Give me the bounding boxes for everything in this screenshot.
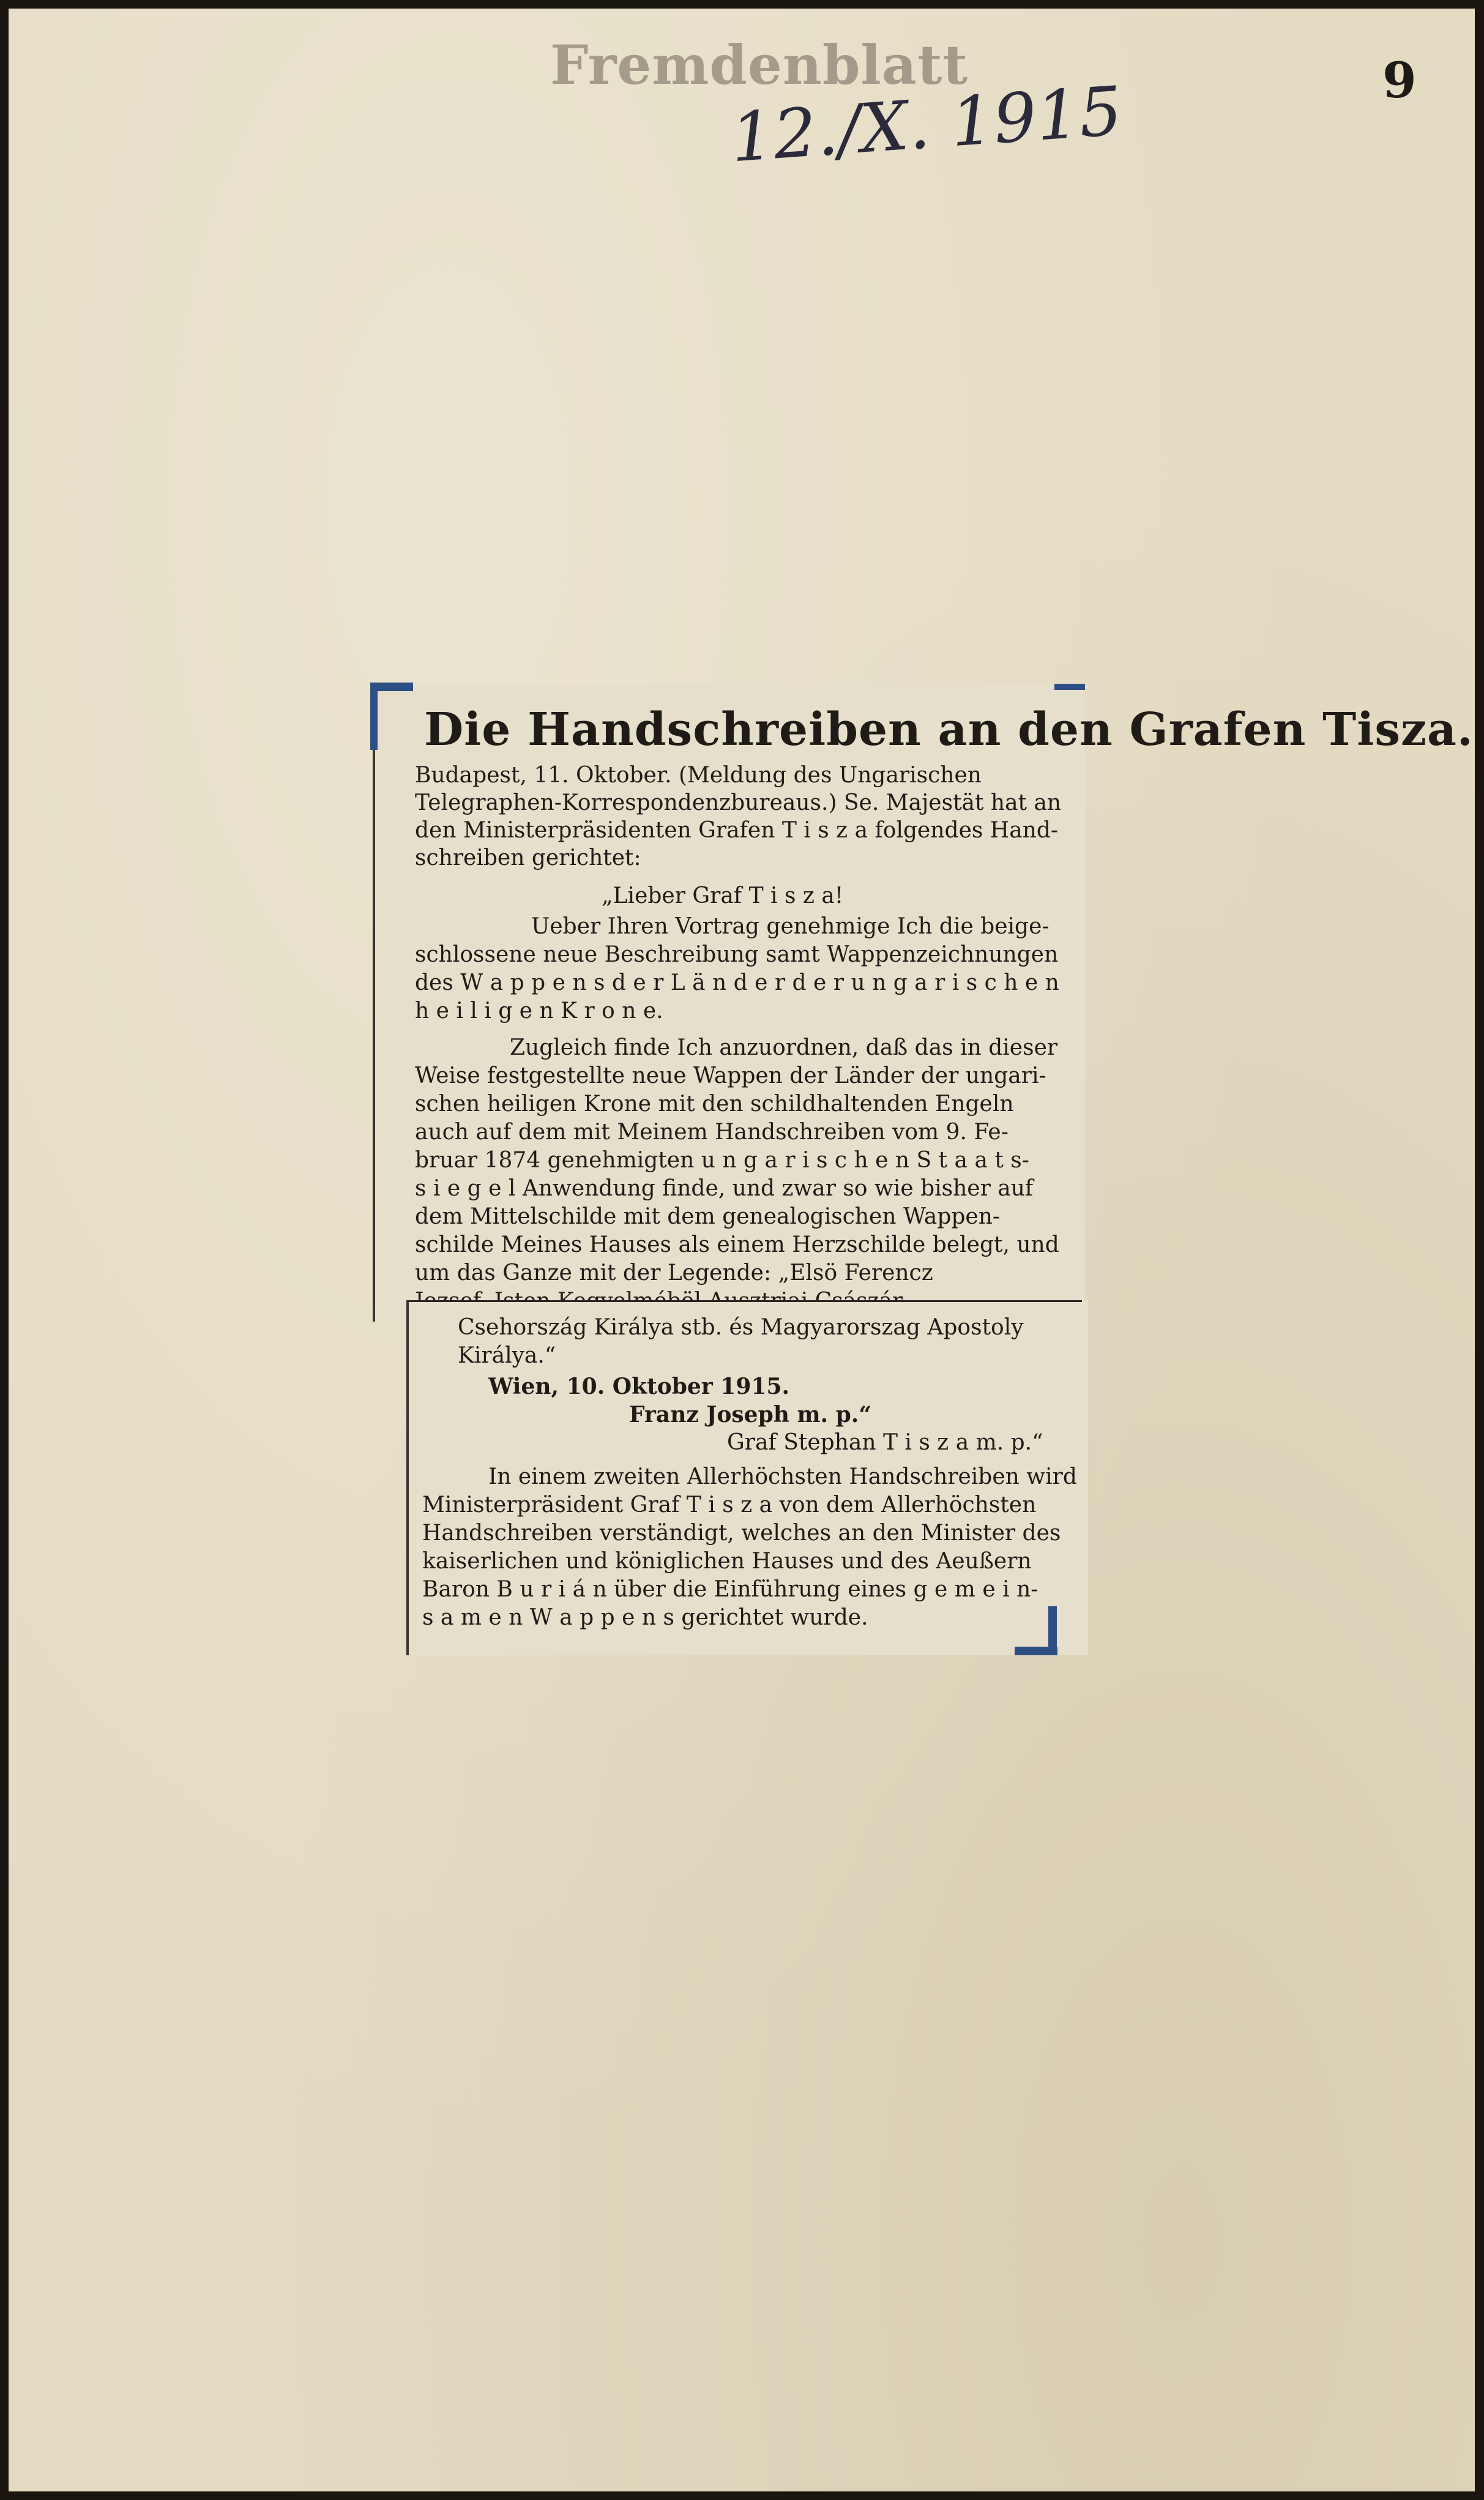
- archive-stamp: Fremdenblatt: [550, 33, 969, 97]
- article-line: den Ministerpräsidenten Grafen T i s z a folgendes Hand-: [415, 818, 1059, 843]
- article-line: um das Ganze mit der Legende: „Elsö Ferencz: [415, 1260, 933, 1286]
- article-line: schilde Meines Hauses als einem Herzschilde belegt, und: [415, 1232, 1059, 1257]
- article-line: schreiben gerichtet:: [415, 845, 641, 870]
- article-line: s i e g e l Anwendung finde, und zwar so wie bisher auf: [415, 1176, 1034, 1201]
- tape-corner-top-right: [1054, 684, 1085, 690]
- tape-corner-bottom: [1015, 1647, 1057, 1655]
- handwritten-date: 12./X. 1915: [728, 71, 1125, 178]
- article-line: auch auf dem mit Meinem Handschreiben vom 9. Fe-: [415, 1120, 1009, 1145]
- newspaper-clipping-part1: [373, 685, 1474, 1322]
- article-line: Ministerpräsident Graf T i s z a von dem Allerhöchsten: [422, 1492, 1037, 1518]
- article-line: bruar 1874 genehmigten u n g a r i s c h e n S t a a t s-: [415, 1148, 1029, 1173]
- article-line: Telegraphen-Korrespondenzbureaus.) Se. Majestät hat an: [415, 790, 1062, 815]
- article-line: Zugleich finde Ich anzuordnen, daß das in dieser: [510, 1035, 1058, 1060]
- archive-sheet: [9, 9, 1475, 2491]
- article-line: Ueber Ihren Vortrag genehmige Ich die beige-: [531, 914, 1050, 939]
- article-line: Budapest, 11. Oktober. (Meldung des Ungarischen: [415, 763, 982, 788]
- newspaper-clipping-part2: [406, 1300, 1088, 1655]
- article-line: In einem zweiten Allerhöchsten Handschreiben wird: [488, 1464, 1077, 1489]
- article-line: Handschreiben verständigt, welches an den Minister des: [422, 1521, 1061, 1546]
- tape-corner-left: [370, 683, 378, 750]
- signature-tisza: Graf Stephan T i s z a m. p.“: [727, 1430, 1043, 1455]
- dateline: Wien, 10. Oktober 1915.: [488, 1374, 790, 1399]
- article-line: dem Mittelschilde mit dem genealogischen Wappen-: [415, 1204, 1001, 1229]
- article-line: schen heiligen Krone mit den schildhaltenden Engeln: [415, 1091, 1014, 1117]
- letter-salutation: „Lieber Graf T i s z a!: [602, 883, 844, 908]
- article-line: Királya.“: [458, 1343, 556, 1368]
- article-line: s a m e n W a p p e n s gerichtet wurde.: [422, 1605, 868, 1630]
- signature-emperor: Franz Joseph m. p.“: [629, 1402, 872, 1428]
- article-headline: Die Handschreiben an den Grafen Tisza.: [424, 703, 1474, 756]
- article-line: kaiserlichen und königlichen Hauses und des Aeußern: [422, 1549, 1032, 1574]
- article-line: schlossene neue Beschreibung samt Wappenzeichnungen: [415, 942, 1059, 967]
- article-line: Weise festgestellte neue Wappen der Länder der ungari-: [415, 1063, 1046, 1088]
- article-line: Csehország Királya stb. és Magyarorszag Apostoly: [458, 1315, 1024, 1340]
- clipping-top-rule: [409, 1300, 1082, 1302]
- article-line: Baron B u r i á n über die Einführung eines g e m e i n-: [422, 1577, 1038, 1602]
- page-number: 9: [1382, 51, 1417, 109]
- article-line: des W a p p e n s d e r L ä n d e r d e r u n g a r i s c h e n: [415, 970, 1059, 995]
- article-line: h e i l i g e n K r o n e.: [415, 998, 663, 1024]
